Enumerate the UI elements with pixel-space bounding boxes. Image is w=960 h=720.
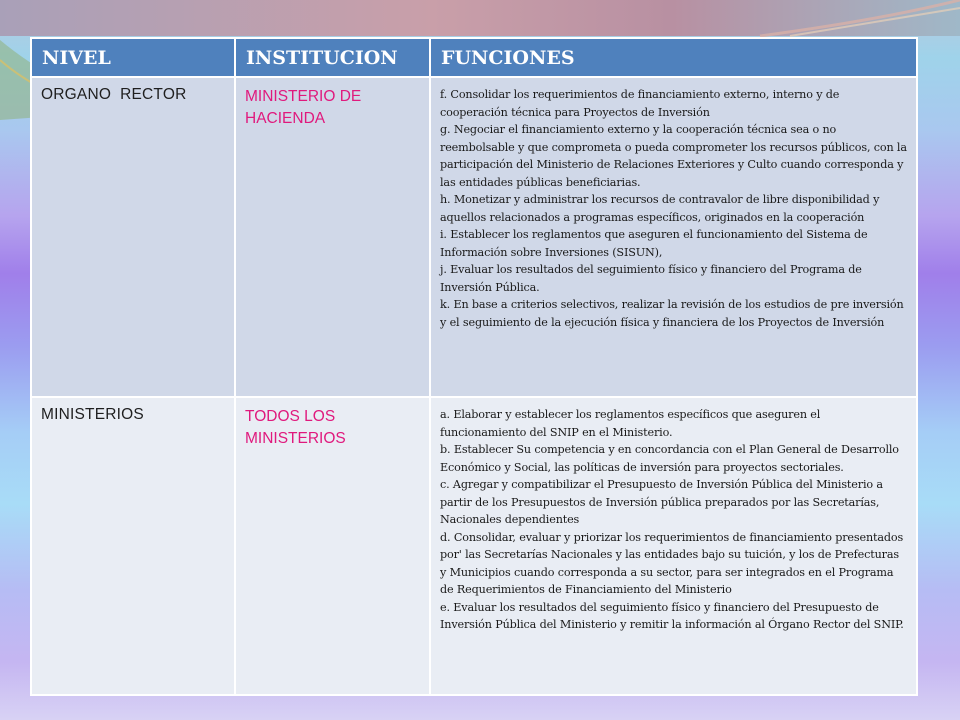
cell-nivel: [31, 397, 235, 695]
nivel-label: MINISTERIOS: [41, 406, 144, 423]
table-row: [31, 77, 917, 397]
cell-funciones: [430, 77, 917, 397]
table-header-row: [31, 38, 917, 77]
institucion-label: MINISTERIO DE HACIENDA: [245, 88, 362, 127]
header-nivel: NIVEL: [31, 38, 235, 77]
funcion-item: g. Negociar el financiamiento externo y la cooperación técnica sea o no reembolsable y que comprometa o pueda comprometer los recursos públicos, con la participación del Ministerio de Relaciones Exteriores y Culto cuando corresponda y las entidades públicas beneficiarias.: [440, 123, 907, 189]
funcion-item: c. Agregar y compatibilizar el Presupuesto de Inversión Pública del Ministerio a partir de los Presupuestos de Inversión pública preparados por las Secretarías, Nacionales dependientes: [440, 478, 883, 526]
funcion-item: d. Consolidar, evaluar y priorizar los requerimientos de financiamiento presentados por' las Secretarías Nacionales y las entidades bajo su tuición, y los de Prefecturas y Municipios cuando corresponda a su sector, para ser integrados en el Programa de Requerimientos de Financiamiento del Ministerio: [440, 530, 904, 596]
funcion-item: f. Consolidar los requerimientos de financiamiento externo, interno y de cooperación técnica para Proyectos de Inversión: [440, 88, 840, 119]
funcion-item: h. Monetizar y administrar los recursos de contravalor de libre disponibilidad y aquellos relacionados a programas específicos, originados en la cooperación: [440, 193, 880, 224]
cell-institucion: [235, 397, 430, 695]
nivel-label: ORGANO RECTOR: [41, 86, 187, 103]
table-row: [31, 397, 917, 695]
cell-nivel: [31, 77, 235, 397]
funcion-item: a. Elaborar y establecer los reglamentos específicos que aseguren el funcionamiento del SNIP en el Ministerio.: [440, 408, 821, 439]
cell-institucion: [235, 77, 430, 397]
funcion-item: k. En base a criterios selectivos, realizar la revisión de los estudios de pre inversión y el seguimiento de la ejecución física y financiera de los Proyectos de Inversión: [440, 298, 904, 329]
funcion-item: j. Evaluar los resultados del seguimiento físico y financiero del Programa de Inversión Pública.: [440, 263, 862, 294]
header-institucion: INSTITUCION: [235, 38, 430, 77]
funcion-item: b. Establecer Su competencia y en concordancia con el Plan General de Desarrollo Económico y Social, las políticas de inversión para proyectos sectoriales.: [440, 443, 899, 474]
funciones-table: [30, 37, 918, 696]
institucion-label: TODOS LOS MINISTERIOS: [245, 408, 346, 447]
funcion-item: e. Evaluar los resultados del seguimiento físico y financiero del Presupuesto de Inversión Pública del Ministerio y remitir la información al Órgano Rector del SNIP.: [440, 600, 904, 631]
header-funciones: FUNCIONES: [430, 38, 917, 77]
funcion-item: i. Establecer los reglamentos que aseguren el funcionamiento del Sistema de Información sobre Inversiones (SISUN),: [440, 228, 868, 259]
cell-funciones: [430, 397, 917, 695]
